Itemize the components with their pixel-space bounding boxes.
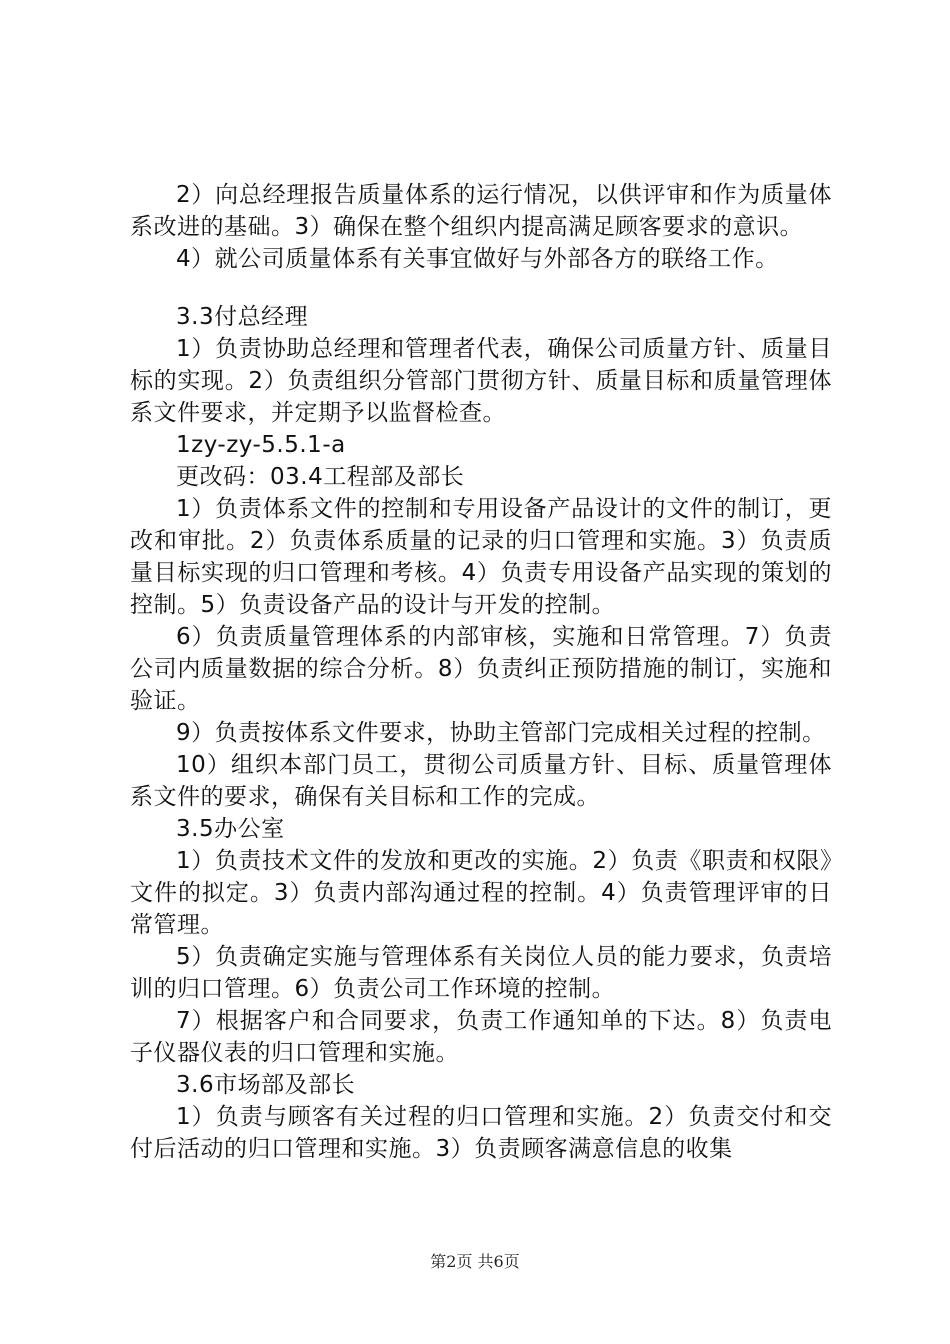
- paragraph: 1）负责技术文件的发放和更改的实施。2）负责《职责和权限》文件的拟定。3）负责内部沟通过程的控制。4）负责管理评审的日常管理。: [130, 848, 832, 938]
- section-heading: 3.3付总经理: [176, 304, 309, 330]
- document-body: [130, 179, 832, 1165]
- paragraph-gap: [130, 275, 832, 301]
- paragraph: 7）根据客户和合同要求，负责工作通知单的下达。8）负责电子仪器仪表的归口管理和实施。: [130, 1008, 832, 1066]
- page-footer: 第2页 共6页: [430, 1252, 520, 1271]
- paragraph: 1）负责体系文件的控制和专用设备产品设计的文件的制订，更改和审批。2）负责体系质量的记录的归口管理和实施。3）负责质量目标实现的归口管理和考核。4）负责专用设备产品实现的策划的控制。5）负责设备产品的设计与开发的控制。: [130, 496, 832, 618]
- paragraph: 10）组织本部门员工，贯彻公司质量方针、目标、质量管理体系文件的要求，确保有关目标和工作的完成。: [130, 752, 832, 810]
- section-heading: 3.6市场部及部长: [176, 1072, 356, 1098]
- paragraph: 5）负责确定实施与管理体系有关岗位人员的能力要求，负责培训的归口管理。6）负责公司工作环境的控制。: [130, 944, 832, 1002]
- paragraph: 4）就公司质量体系有关事宜做好与外部各方的联络工作。: [176, 246, 779, 272]
- paragraph: 9）负责按体系文件要求，协助主管部门完成相关过程的控制。: [176, 720, 826, 746]
- paragraph: 6）负责质量管理体系的内部审核，实施和日常管理。7）负责公司内质量数据的综合分析。8）负责纠正预防措施的制订，实施和验证。: [130, 624, 832, 714]
- section-heading: 更改码：03.4工程部及部长: [176, 464, 465, 490]
- paragraph: 2）向总经理报告质量体系的运行情况，以供评审和作为质量体系改进的基础。3）确保在整个组织内提高满足顾客要求的意识。: [130, 182, 832, 240]
- document-code: 1zy-zy-5.5.1-a: [176, 432, 346, 458]
- paragraph: 1）负责与顾客有关过程的归口管理和实施。2）负责交付和交付后活动的归口管理和实施。3）负责顾客满意信息的收集: [130, 1104, 832, 1162]
- section-heading: 3.5办公室: [176, 816, 285, 842]
- paragraph: 1）负责协助总经理和管理者代表，确保公司质量方针、质量目标的实现。2）负责组织分管部门贯彻方针、质量目标和质量管理体系文件要求，并定期予以监督检查。: [130, 336, 832, 426]
